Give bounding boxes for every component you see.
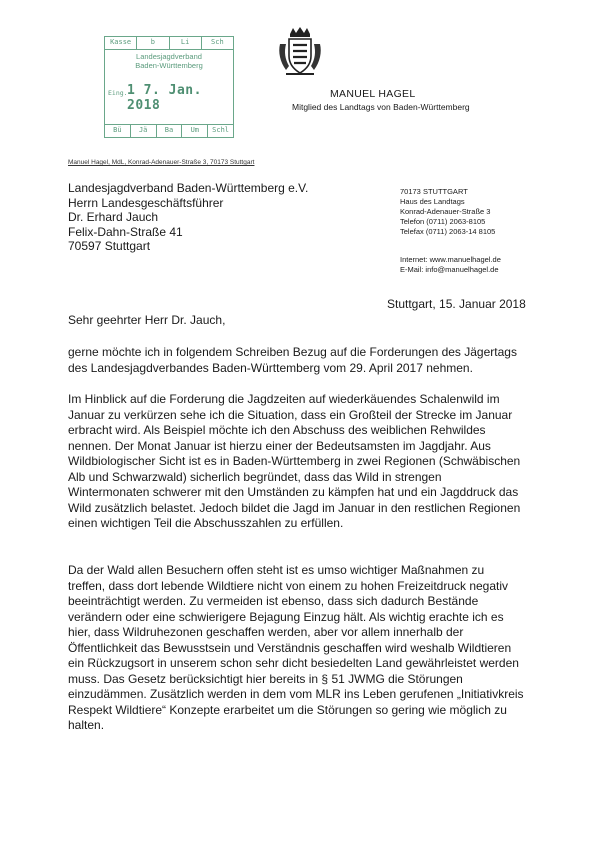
text-line: Alb und Schwarzwald) sicherlich begründet, dass das Wild in strengen (68, 469, 442, 484)
internet-link[interactable]: Internet: www.manuelhagel.de (400, 255, 501, 264)
email-link[interactable]: E-Mail: info@manuelhagel.de (400, 265, 499, 274)
text-line: hier, dass Wildruhezonen geschaffen werden, aber vor allem innerhalb der (68, 625, 464, 639)
text-line: verändern oder eine schwierigere Bejagung Einzug hält. Als wichtig erachte ich es (68, 609, 504, 624)
text-line: Wintermonaten schwerer mit den Umständen zu kämpfen hat und ein Jagddruck das (68, 485, 519, 499)
paragraph-3 (68, 563, 533, 734)
text-line: Wildbiologischer Sicht ist es in Baden-Württemberg in zwei Regionen (Schwäbischen (68, 454, 521, 468)
stamp-bottom-row (105, 124, 233, 137)
sender-subtitle: Mitglied des Landtags von Baden-Württemberg (292, 102, 470, 112)
letter-date: Stuttgart, 15. Januar 2018 (387, 297, 526, 311)
stamp-date: 1 7. Jan. 2018 (127, 83, 202, 113)
recipient-address (68, 181, 308, 254)
text-line: einzudämmen. Zusätzlich werden in dem vom MLR ins Leben gerufenen „Initiativkreis (68, 687, 524, 701)
text-line: treffen, dass dort lebende Wildtiere nicht von einem zu hohen Freizeitdruck negativ (68, 578, 509, 593)
text-line: halten. (68, 718, 105, 732)
text-line: Im Hinblick auf die Forderung die Jagdzeiten auf wiederkäuendes Schalenwild im (68, 392, 500, 406)
stamp-cell: Sch (211, 38, 224, 46)
text-line: ein Rückzugsort in unserem schon sehr dicht besiedelten Land gewährleistet werden (68, 656, 519, 670)
recipient-line: Dr. Erhard Jauch (68, 210, 159, 224)
text-line: Januar zu verkürzen sehe ich die Situation, dass ein Großteil der Strecke im Januar (68, 407, 513, 422)
text-line: Öffentlichkeit das Bewusstsein und Verständnis geschaffen wird weshalb Wildtieren (68, 640, 512, 655)
text-line: einen wichtigen Teil die Abschusszahlen zu erfüllen. (68, 516, 344, 530)
stamp-cell: Um (182, 125, 208, 137)
paragraph-2 (68, 392, 533, 532)
stamp-eing-label: Eing. (108, 89, 128, 97)
web-contact (400, 255, 501, 275)
stamp-org-line: Baden-Württemberg (135, 61, 203, 70)
contact-line: 70173 STUTTGART (400, 187, 468, 196)
contact-line: Konrad-Adenauer-Straße 3 (400, 207, 491, 216)
text-line: Wild zusätzlich belastet. Jedoch bildet die Jagd im Januar in den restlichen Regionen (68, 500, 521, 515)
sender-name: MANUEL HAGEL (330, 88, 416, 100)
recipient-line: 70597 Stuttgart (68, 239, 151, 253)
stamp-cell: Li (170, 37, 202, 49)
stamp-cell: Kasse (105, 37, 137, 49)
stamp-cell: Schl (212, 126, 230, 134)
salutation: Sehr geehrter Herr Dr. Jauch, (68, 313, 226, 327)
stamp-top-row (105, 37, 233, 50)
contact-line: Telefax (0711) 2063-14 8105 (400, 227, 496, 236)
return-address: Manuel Hagel, MdL, Konrad-Adenauer-Straße 3, 70173 Stuttgart (68, 159, 255, 166)
contact-line: Haus des Landtags (400, 197, 465, 206)
stamp-cell: Ba (157, 125, 183, 137)
text-line: nennen. Der Monat Januar ist hierzu einer der Bedeutsamsten im Jagdjahr. Aus (68, 438, 491, 453)
text-line: erbracht wird. Als Beispiel möchte ich den Abschuss des weiblichen Rehwildes (68, 423, 486, 437)
contact-line: Telefon (0711) 2063-8105 (400, 217, 486, 226)
text-line: Da der Wald allen Besuchern offen steht ist es umso wichtiger Maßnahmen zu (68, 563, 485, 577)
stamp-cell: Bü (105, 125, 131, 137)
incoming-stamp (104, 36, 234, 138)
recipient-line: Herrn Landesgeschäftsführer (68, 195, 224, 210)
contact-block (400, 187, 495, 237)
stamp-organization (109, 52, 229, 70)
text-line: beeinträchtigt werden. Zu vermeiden ist ebenso, dass sich dadurch Bestände (68, 594, 479, 608)
text-line: gerne möchte ich in folgendem Schreiben Bezug auf die Forderungen des Jägertags (68, 345, 517, 359)
recipient-line: Felix-Dahn-Straße 41 (68, 224, 183, 239)
text-line: des Landesjagdverbandes Baden-Württemberg vom 29. April 2017 nehmen. (68, 360, 473, 375)
stamp-cell: Jä (131, 125, 157, 137)
text-line: muss. Das Gesetz berücksichtigt hier bereits in § 51 JWMG die Störungen (68, 671, 463, 686)
text-line: Respekt Wildtiere“ Konzepte erarbeitet um die Störungen so gering wie möglich zu (68, 702, 507, 717)
state-coat-of-arms-icon (276, 26, 324, 78)
paragraph-1 (68, 345, 533, 376)
recipient-line: Landesjagdverband Baden-Württemberg e.V. (68, 181, 309, 195)
stamp-org-line: Landesjagdverband (136, 52, 202, 61)
stamp-cell: b (137, 37, 169, 49)
